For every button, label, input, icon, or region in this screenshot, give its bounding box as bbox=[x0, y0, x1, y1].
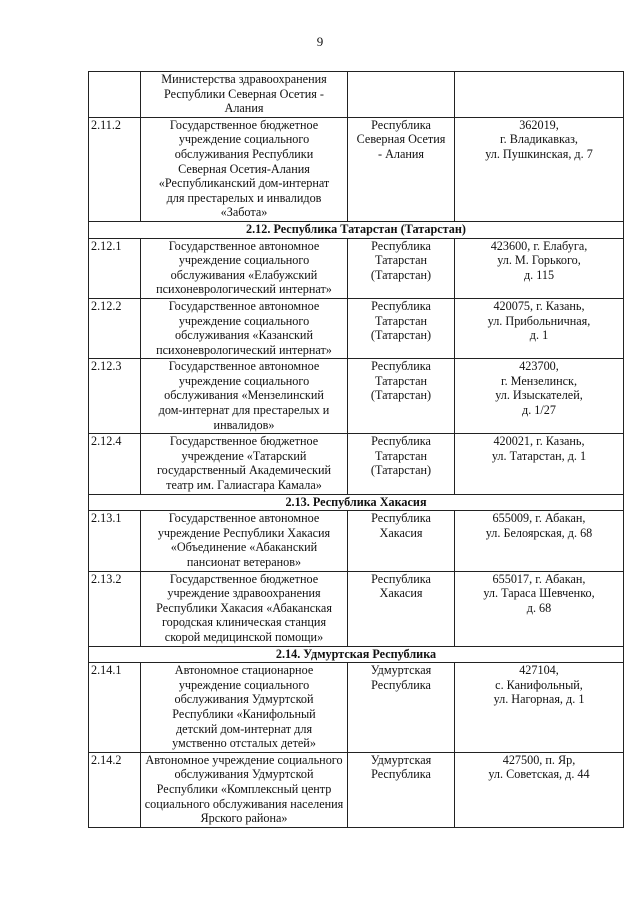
region-cell bbox=[348, 72, 455, 118]
region-line: Республика bbox=[371, 677, 431, 692]
institution-name-line: «Забота» bbox=[220, 205, 268, 220]
institution-name-line: обслуживания Удмуртской bbox=[174, 767, 314, 782]
address-line: 423700, bbox=[519, 359, 559, 374]
region-line: Республика bbox=[371, 238, 431, 253]
institution-name-line: Алания bbox=[224, 101, 264, 116]
address-line: ул. Изыскателей, bbox=[495, 388, 583, 403]
address-line: д. 1 bbox=[529, 328, 549, 343]
address-line: 423600, г. Елабуга, bbox=[490, 238, 588, 253]
region-line: Республика bbox=[371, 298, 431, 313]
institution-name-cell bbox=[141, 72, 348, 118]
institution-name-line: Министерства здравоохранения bbox=[161, 72, 327, 86]
address-cell bbox=[455, 238, 624, 298]
address-cell bbox=[455, 298, 624, 358]
table-row bbox=[89, 72, 624, 118]
address-line: г. Владикавказ, bbox=[500, 132, 578, 147]
address-line: ул. М. Горького, bbox=[497, 253, 581, 268]
address-line: 427104, bbox=[519, 663, 559, 678]
institution-name-line: психоневрологический интернат» bbox=[156, 282, 332, 297]
row-number bbox=[89, 72, 141, 118]
region-cell bbox=[348, 359, 455, 434]
table-row bbox=[89, 752, 624, 827]
institution-name-line: Ярского района» bbox=[200, 811, 288, 826]
table-row bbox=[89, 511, 624, 571]
region-line: Татарстан bbox=[374, 253, 428, 268]
section-title: 2.12. Республика Татарстан (Татарстан) bbox=[89, 221, 624, 238]
address-line: ул. Нагорная, д. 1 bbox=[493, 692, 585, 707]
institution-name-line: социального обслуживания населения bbox=[144, 796, 344, 811]
region-cell bbox=[348, 663, 455, 753]
institution-name-line: Автономное учреждение социального bbox=[145, 752, 343, 767]
institution-name-cell bbox=[141, 663, 348, 753]
institution-name-line: учреждение социального bbox=[178, 132, 310, 147]
institution-name-line: психоневрологический интернат» bbox=[156, 342, 332, 357]
institution-name-cell bbox=[141, 511, 348, 571]
region-cell bbox=[348, 752, 455, 827]
institution-name-line: обслуживания Республики bbox=[174, 146, 314, 161]
address-line: 420021, г. Казань, bbox=[493, 434, 585, 449]
institution-name-line: дом-интернат для престарелых и bbox=[158, 403, 330, 418]
table-row bbox=[89, 117, 624, 221]
institution-name-line: детский дом-интернат для bbox=[175, 721, 313, 736]
address-line: ул. Тараса Шевченко, bbox=[483, 586, 595, 601]
institution-name-line: обслуживания «Мензелинский bbox=[164, 388, 324, 403]
institution-name-line: инвалидов» bbox=[213, 417, 275, 432]
address-line: ул. Белоярская, д. 68 bbox=[485, 525, 593, 540]
institution-name-cell bbox=[141, 238, 348, 298]
region-line: (Татарстан) bbox=[370, 328, 432, 343]
address-line: ул. Прибольничная, bbox=[487, 313, 591, 328]
address-line: ул. Пушкинская, д. 7 bbox=[485, 146, 593, 161]
region-line: Республика bbox=[371, 571, 431, 586]
institution-name-line: Республики Хакасия «Абаканская bbox=[156, 600, 332, 615]
table-row bbox=[89, 571, 624, 646]
institution-name-line: государственный Академический bbox=[156, 463, 331, 478]
institution-name-line: учреждение здравоохранения bbox=[167, 586, 321, 601]
region-line: (Татарстан) bbox=[370, 463, 432, 478]
row-number: 2.13.1 bbox=[89, 511, 141, 571]
region-line: (Татарстан) bbox=[370, 267, 432, 282]
region-cell bbox=[348, 298, 455, 358]
address-line: д. 115 bbox=[523, 267, 555, 282]
region-cell bbox=[348, 571, 455, 646]
row-number: 2.14.2 bbox=[89, 752, 141, 827]
section-title: 2.13. Республика Хакасия bbox=[89, 494, 624, 511]
region-line: Северная Осетия bbox=[356, 132, 446, 147]
region-line: Хакасия bbox=[379, 525, 423, 540]
institution-name-line: Государственное бюджетное bbox=[169, 571, 319, 586]
row-number: 2.12.1 bbox=[89, 238, 141, 298]
address-cell bbox=[455, 511, 624, 571]
table-row bbox=[89, 359, 624, 434]
region-line: Республика bbox=[371, 117, 431, 132]
institution-name-line: театр им. Галиасгара Камала» bbox=[166, 478, 322, 493]
institution-name-line: Государственное автономное bbox=[168, 359, 320, 374]
address-line: ул. Татарстан, д. 1 bbox=[491, 448, 587, 463]
institution-name-line: «Объединение «Абаканский bbox=[170, 540, 318, 555]
region-cell bbox=[348, 434, 455, 494]
address-line: 420075, г. Казань, bbox=[493, 298, 585, 313]
section-header-row bbox=[89, 221, 624, 238]
institutions-table bbox=[88, 71, 624, 828]
address-line: ул. Советская, д. 44 bbox=[488, 767, 590, 782]
address-cell bbox=[455, 117, 624, 221]
section-header-row bbox=[89, 494, 624, 511]
row-number: 2.11.2 bbox=[89, 117, 141, 221]
address-line: 655017, г. Абакан, bbox=[492, 571, 586, 586]
region-line: Республика bbox=[371, 511, 431, 526]
row-number: 2.14.1 bbox=[89, 663, 141, 753]
institution-name-line: Государственное автономное bbox=[168, 298, 320, 313]
table-row bbox=[89, 238, 624, 298]
institution-name-line: учреждение Республики Хакасия bbox=[157, 525, 331, 540]
section-title: 2.14. Удмуртская Республика bbox=[89, 646, 624, 663]
institution-name-line: умственно отсталых детей» bbox=[172, 736, 316, 751]
address-line: 655009, г. Абакан, bbox=[492, 511, 586, 526]
institution-name-line: учреждение социального bbox=[178, 313, 310, 328]
institution-name-line: обслуживания Удмуртской bbox=[174, 692, 314, 707]
institution-name-cell bbox=[141, 298, 348, 358]
address-cell bbox=[455, 359, 624, 434]
table-row bbox=[89, 434, 624, 494]
institution-name-cell bbox=[141, 434, 348, 494]
row-number: 2.12.2 bbox=[89, 298, 141, 358]
address-line: г. Мензелинск, bbox=[500, 373, 578, 388]
institution-name-line: Республики Северная Осетия - bbox=[164, 86, 324, 101]
row-number: 2.12.3 bbox=[89, 359, 141, 434]
institution-name-line: Государственное бюджетное bbox=[169, 117, 319, 132]
institution-name-cell bbox=[141, 359, 348, 434]
address-line: д. 68 bbox=[526, 600, 552, 615]
institution-name-line: для престарелых и инвалидов bbox=[166, 190, 322, 205]
institution-name-line: Государственное бюджетное bbox=[169, 434, 319, 449]
institution-name-line: «Республиканский дом-интернат bbox=[158, 176, 330, 191]
institution-name-line: Республики «Комплексный центр bbox=[156, 781, 332, 796]
institution-name-line: Государственное автономное bbox=[168, 238, 320, 253]
region-line: Татарстан bbox=[374, 373, 428, 388]
institution-name-line: обслуживания «Елабужский bbox=[170, 267, 318, 282]
region-cell bbox=[348, 511, 455, 571]
institution-name-line: Государственное автономное bbox=[168, 511, 320, 526]
table-row bbox=[89, 298, 624, 358]
institution-name-line: пансионат ветеранов» bbox=[186, 555, 302, 569]
institution-name-cell bbox=[141, 117, 348, 221]
institution-name-line: обслуживания «Казанский bbox=[175, 328, 313, 343]
institution-name-line: учреждение социального bbox=[178, 253, 310, 268]
address-cell bbox=[455, 434, 624, 494]
institution-name-line: учреждение социального bbox=[178, 373, 310, 388]
section-header-row bbox=[89, 646, 624, 663]
region-line: Татарстан bbox=[374, 448, 428, 463]
address-line: 362019, bbox=[519, 117, 559, 132]
institution-name-cell bbox=[141, 571, 348, 646]
address-cell bbox=[455, 752, 624, 827]
region-line: - Алания bbox=[377, 146, 425, 161]
institution-name-cell bbox=[141, 752, 348, 827]
region-cell bbox=[348, 238, 455, 298]
institution-name-line: учреждение социального bbox=[178, 677, 310, 692]
row-number: 2.13.2 bbox=[89, 571, 141, 646]
region-line: Хакасия bbox=[379, 586, 423, 601]
table-body bbox=[89, 72, 624, 828]
address-cell bbox=[455, 72, 624, 118]
region-line: Республика bbox=[371, 767, 431, 782]
address-cell bbox=[455, 571, 624, 646]
institution-name-line: Республики «Канифольный bbox=[172, 706, 316, 721]
institution-name-line: Северная Осетия-Алания bbox=[178, 161, 310, 176]
region-line: Удмуртская bbox=[370, 752, 432, 767]
institution-name-line: скорой медицинской помощи» bbox=[164, 629, 324, 644]
institution-name-line: Автономное стационарное bbox=[174, 663, 314, 678]
institution-name-line: учреждение «Татарский bbox=[181, 448, 307, 463]
table-row bbox=[89, 663, 624, 753]
address-line: с. Канифольный, bbox=[495, 677, 583, 692]
row-number: 2.12.4 bbox=[89, 434, 141, 494]
address-cell bbox=[455, 663, 624, 753]
region-cell bbox=[348, 117, 455, 221]
address-line: 427500, п. Яр, bbox=[502, 752, 576, 767]
region-line: Республика bbox=[371, 359, 431, 374]
region-line: Удмуртская bbox=[370, 663, 432, 678]
region-line: (Татарстан) bbox=[370, 388, 432, 403]
page-number: 9 bbox=[316, 34, 324, 49]
region-line: Республика bbox=[371, 434, 431, 449]
region-line: Татарстан bbox=[374, 313, 428, 328]
institution-name-line: городская клиническая станция bbox=[161, 615, 327, 630]
address-line: д. 1/27 bbox=[522, 403, 556, 418]
